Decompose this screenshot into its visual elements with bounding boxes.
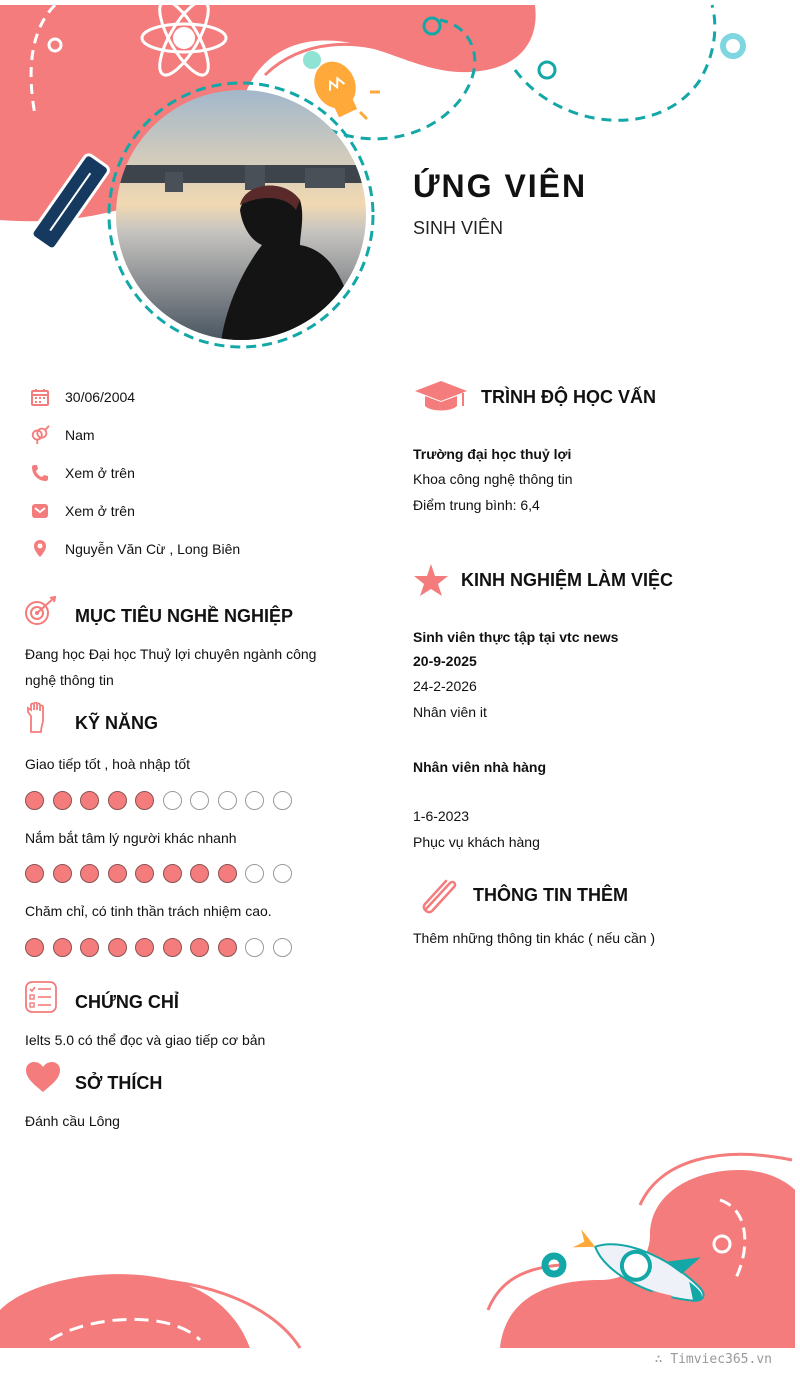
candidate-role: SINH VIÊN [413,218,504,238]
job-1-end-date: 24-2-2026 [413,678,477,694]
skill-rating-dot [53,864,72,883]
skill-rating-dot [108,938,127,957]
skill-rating-dot [273,938,292,957]
skill-rating-dot [25,864,44,883]
phone-value: Xem ở trên [65,465,135,481]
skill-rating-dot [273,864,292,883]
skill-rating-dot [135,864,154,883]
contact-birthdate [30,387,135,407]
skill-rating-dot [163,938,182,957]
email-value: Xem ở trên [65,503,135,519]
phone-icon [30,463,50,483]
skill-rating-dot [245,864,264,883]
hobbies-text: Đánh cầu Lông [25,1113,120,1129]
skill-rating-dot [25,791,44,810]
skill-label-1: Giao tiếp tốt , hoà nhập tốt [25,756,191,772]
skills-title: KỸ NĂNG [75,713,159,733]
skill-rating-2 [25,864,300,883]
experience-title: KINH NGHIỆM LÀM VIỆC [461,570,674,590]
certificates-title: CHỨNG CHỈ [75,992,179,1012]
hand-icon [25,702,47,734]
skill-rating-dot [218,791,237,810]
extra-title: THÔNG TIN THÊM [473,885,628,905]
skill-label-3: Chăm chỉ, có tinh thần trách nhiệm cao. [25,903,272,919]
job-1-position: Nhân viên it [413,704,487,720]
birthdate-value: 30/06/2004 [65,389,136,405]
calendar-icon [30,387,50,407]
skill-rating-dot [108,864,127,883]
skill-rating-dot [80,791,99,810]
education-gpa: Điểm trung bình: 6,4 [413,497,540,513]
skill-rating-dot [245,791,264,810]
skill-rating-dot [80,938,99,957]
job-2-title: Nhân viên nhà hàng [413,759,547,775]
skill-rating-dot [135,938,154,957]
skill-rating-dot [190,791,209,810]
skill-rating-dot [53,791,72,810]
skill-rating-dot [273,791,292,810]
heart-icon [25,1061,61,1093]
candidate-name: ỨNG VIÊN [413,168,588,204]
hobbies-title: SỞ THÍCH [75,1073,163,1093]
mail-icon [30,501,50,521]
objective-line-2: nghệ thông tin [25,672,114,688]
skill-rating-dot [53,938,72,957]
skill-rating-dot [218,864,237,883]
skill-rating-dot [135,791,154,810]
skill-rating-1 [25,791,300,810]
skill-rating-dot [190,864,209,883]
skill-rating-dot [218,938,237,957]
brand-watermark: ∴ Timviec365.vn [654,1352,772,1367]
graduation-cap-icon [413,380,469,414]
contact-address [30,539,240,559]
skill-label-2: Nắm bắt tâm lý người khác nhanh [25,830,237,846]
paperclip-icon [416,875,458,915]
address-value: Nguyễn Văn Cừ , Long Biên [65,541,241,557]
footer-decoration [0,1140,800,1355]
skill-rating-dot [245,938,264,957]
job-2-date: 1-6-2023 [413,808,470,824]
job-2-description: Phục vụ khách hàng [413,834,540,850]
extra-text: Thêm những thông tin khác ( nếu cần ) [413,930,656,946]
gender-icon [30,425,50,445]
education-school: Trường đại học thuỷ lợi [413,446,572,462]
skill-rating-dot [163,791,182,810]
skill-rating-3 [25,938,300,957]
objective-line-1: Đang học Đại học Thuỷ lợi chuyên ngành công [25,646,317,662]
education-title: TRÌNH ĐỘ HỌC VẤN [481,387,656,407]
skill-rating-dot [190,938,209,957]
job-1-start-date: 20-9-2025 [413,653,477,669]
target-icon [24,596,58,628]
education-faculty: Khoa công nghệ thông tin [413,471,573,487]
gender-value: Nam [65,427,95,443]
job-1-title: Sinh viên thực tập tại vtc news [413,629,619,645]
star-icon [413,563,449,597]
skill-rating-dot [25,938,44,957]
contact-phone [30,463,135,483]
checklist-icon [25,981,57,1013]
contact-gender [30,425,95,445]
certificates-text: Ielts 5.0 có thể đọc và giao tiếp cơ bản [25,1032,266,1048]
skill-rating-dot [80,864,99,883]
objective-title: MỤC TIÊU NGHỀ NGHIỆP [75,606,294,626]
contact-email [30,501,135,521]
location-pin-icon [30,539,50,559]
skill-rating-dot [108,791,127,810]
skill-rating-dot [163,864,182,883]
header-decoration [0,0,800,360]
